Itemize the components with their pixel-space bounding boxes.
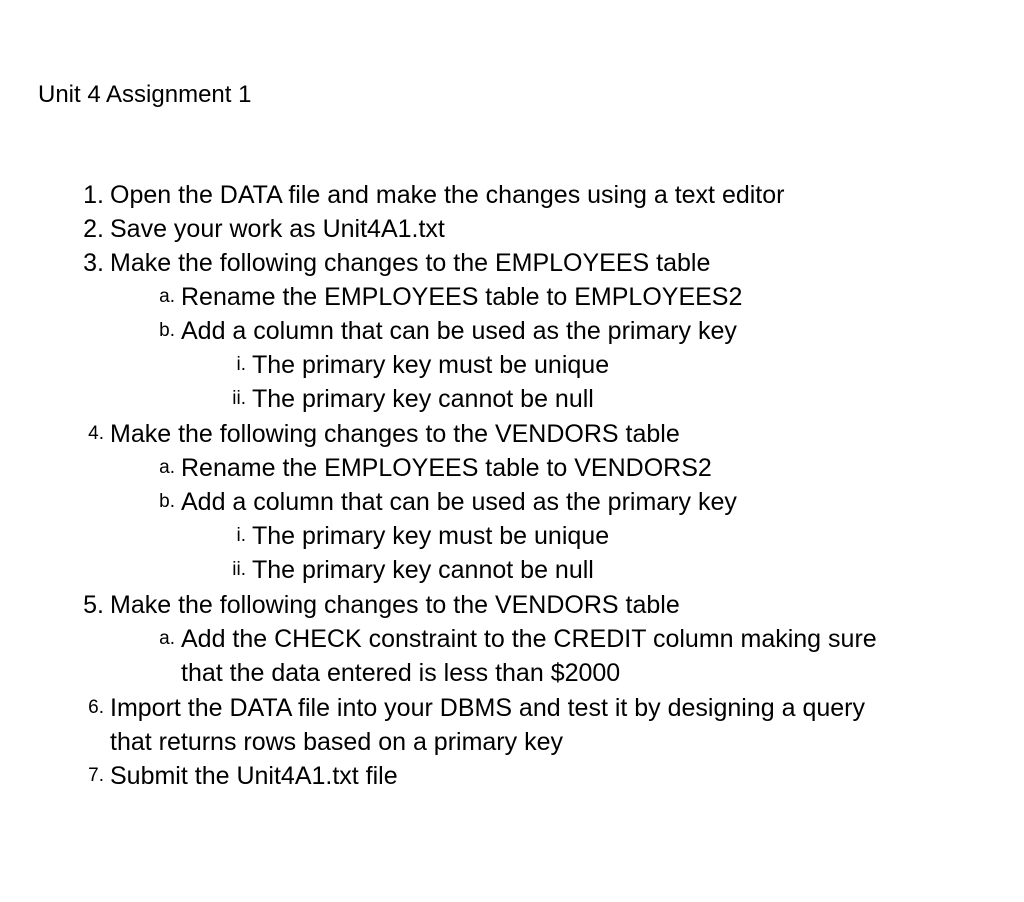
list-item-text: Save your work as Unit4A1.txt	[110, 215, 445, 243]
list-marker: b.	[159, 320, 175, 341]
list-marker: b.	[159, 491, 175, 512]
list-marker: 5.	[83, 591, 104, 619]
list-marker: a.	[159, 286, 175, 307]
list-item-text: Add a column that can be used as the primary key	[181, 488, 737, 516]
list-item-text: The primary key cannot be null	[252, 385, 594, 413]
list-marker: ii.	[232, 388, 246, 409]
list-item-text: Import the DATA file into your DBMS and test it by designing a query	[110, 694, 865, 722]
document-title: Unit 4 Assignment 1	[38, 81, 252, 108]
list-item-text: Open the DATA file and make the changes using a text editor	[110, 181, 785, 209]
list-marker: 3.	[83, 249, 104, 277]
list-item-text: Make the following changes to the EMPLOYEES table	[110, 249, 711, 277]
list-item-text: The primary key must be unique	[252, 351, 610, 379]
list-item-continuation: that returns rows based on a primary key	[110, 728, 563, 756]
sub-list-item-continuation: that the data entered is less than $2000	[181, 659, 621, 687]
list-marker: 1.	[83, 181, 104, 209]
list-marker: 2.	[83, 215, 104, 243]
list-item-text: Add the CHECK constraint to the CREDIT column making sure	[181, 625, 877, 653]
list-marker: a.	[159, 628, 175, 649]
list-marker: 6.	[88, 697, 104, 718]
list-item-text: Rename the EMPLOYEES table to EMPLOYEES2	[181, 283, 743, 311]
list-item-text: The primary key cannot be null	[252, 556, 594, 584]
list-item-text: Make the following changes to the VENDORS table	[110, 420, 680, 448]
list-marker: i.	[236, 525, 246, 546]
list-item-text: Add a column that can be used as the primary key	[181, 317, 737, 345]
list-marker: a.	[159, 457, 175, 478]
list-marker: ii.	[232, 559, 246, 580]
list-item-text: The primary key must be unique	[252, 522, 610, 550]
list-item-text: Make the following changes to the VENDORS table	[110, 591, 680, 619]
list-item-text: Rename the EMPLOYEES table to VENDORS2	[181, 454, 712, 482]
list-marker: i.	[236, 354, 246, 375]
list-marker: 4.	[88, 423, 104, 444]
list-item-text: Submit the Unit4A1.txt file	[110, 762, 398, 790]
list-marker: 7.	[88, 765, 104, 786]
